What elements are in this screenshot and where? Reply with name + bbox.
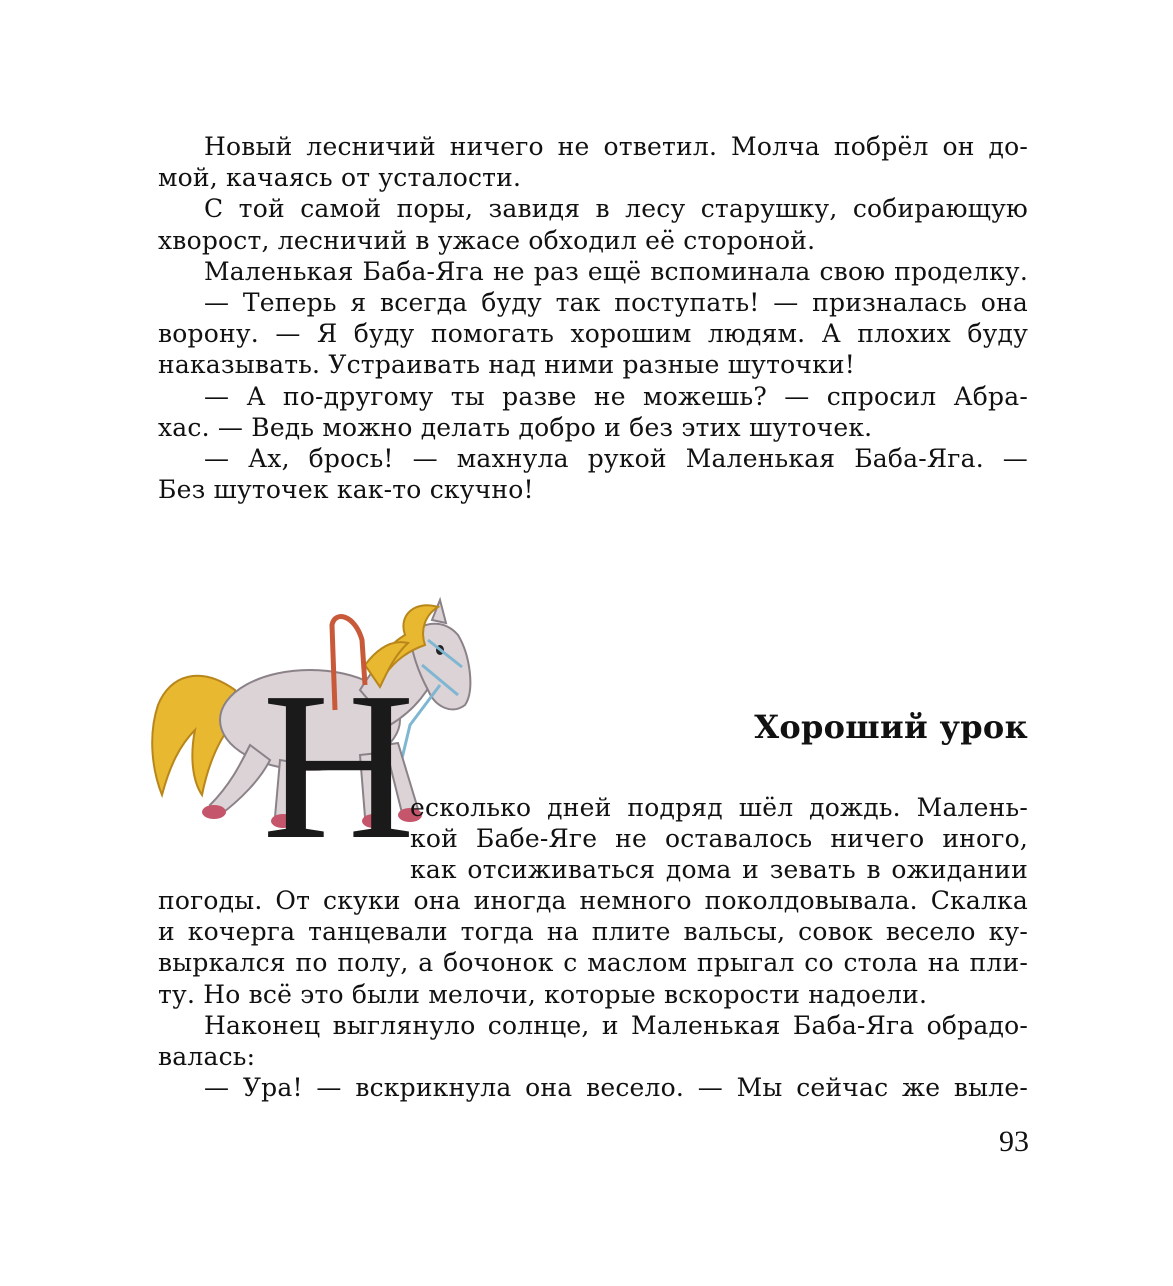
page-number: 93 xyxy=(999,1125,1029,1158)
text-line: и кочерга танцевали тогда на плите вальсы, совок весело ку- xyxy=(158,917,1028,947)
text-line: Наконец выглянуло солнце, и Маленькая Баба-Яга обрадо- xyxy=(204,1010,1028,1040)
text-line: Новый лесничий ничего не ответил. Молча побрёл он до- xyxy=(204,132,1028,161)
bottom-text-block xyxy=(158,885,1028,1103)
text-line: ту. Но всё это были мелочи, которые вскорости надоели. xyxy=(158,979,928,1009)
text-line: есколько дней подряд шёл дождь. Малень- xyxy=(410,793,1028,822)
text-line: валась: xyxy=(158,1041,256,1071)
text-line: погоды. От скуки она иногда немного поколдовывала. Скалка xyxy=(158,886,1028,915)
text-line: С той самой поры, завидя в лесу старушку, собирающую xyxy=(204,194,1028,224)
text-line: как отсиживаться дома и зевать в ожидании xyxy=(410,855,1028,885)
text-line: ворону. — Я буду помогать хорошим людям. А плохих буду xyxy=(158,319,1028,349)
text-line: выркался по полу, а бочонок с маслом прыгал со стола на пли- xyxy=(158,948,1028,978)
text-line: хас. — Ведь можно делать добро и без этих шуточек. xyxy=(158,412,873,442)
text-line: — А по-другому ты разве не можешь? — спросил Абра- xyxy=(204,381,1028,411)
text-line: кой Бабе-Яге не оставалось ничего иного, xyxy=(410,824,1028,854)
text-line: — Ура! — вскрикнула она весело. — Мы сейчас же выле- xyxy=(204,1073,1028,1103)
text-line: Без шуточек как-то скучно! xyxy=(158,475,534,505)
text-line: — Теперь я всегда буду так поступать! — призналась она xyxy=(204,287,1028,317)
text-line: — Ах, брось! — махнула рукой Маленькая Баба-Яга. — xyxy=(204,443,1028,473)
drop-cap: Н xyxy=(262,648,416,883)
dropcap-text-block xyxy=(410,792,1028,886)
chapter-title: Хороший урок xyxy=(754,708,1028,746)
text-line: наказывать. Устраивать над ними разные шуточки! xyxy=(158,350,856,380)
text-line: Маленькая Баба-Яга не раз ещё вспоминала свою проделку. xyxy=(204,256,1028,286)
text-line: мой, качаясь от усталости. xyxy=(158,163,522,193)
text-line: хворост, лесничий в ужасе обходил её стороной. xyxy=(158,225,816,255)
top-text-block xyxy=(158,131,1028,505)
